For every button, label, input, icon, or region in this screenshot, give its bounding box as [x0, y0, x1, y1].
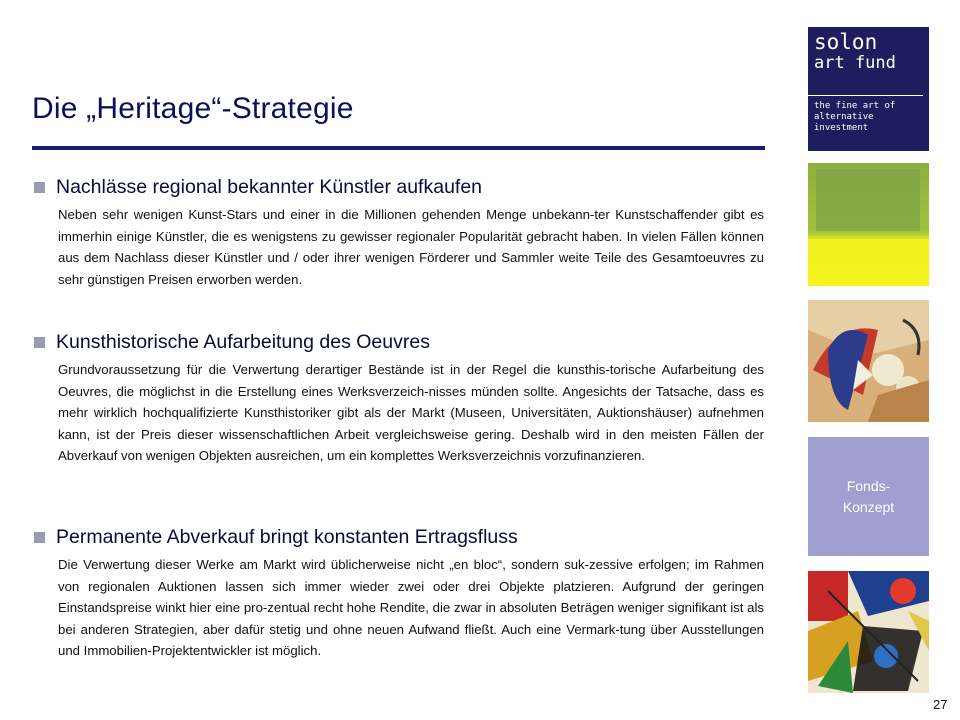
bullet-square-icon [34, 182, 45, 193]
section-body: Die Verwertung dieser Werke am Markt wird üblicherweise nicht „en bloc“, sondern suk-zessive erfolgen; im Rahmen von regionalen Auktionen lassen sich immer wieder zwei oder drei Objekte platzieren. Aufgrund der geringen Einstandspreise winkt hier eine pro-zentual recht hohe Rendite, die zwar in absoluten Beträgen weniger signifikant ist als bei anderen Strategien, aber dafür stetig und ohne neuen Aufwand fließt. Auch eine Vermark-tung über Ausstellungen und Immobilien-Projektentwickler ist möglich. [58, 557, 764, 659]
logo-tagline-line1: the fine art of [814, 101, 896, 111]
bullet-square-icon [34, 337, 45, 348]
bullet-square-icon [34, 532, 45, 543]
section-kunsthistorische-aufarbeitung [34, 331, 764, 467]
title-divider [32, 146, 765, 150]
abstract-cubist-painting-thumbnail[interactable] [808, 300, 929, 422]
section-heading: Permanente Abverkauf bringt konstanten Ertragsfluss [56, 526, 518, 548]
logo-tagline-line2: alternative investment [814, 112, 874, 133]
section-heading: Kunsthistorische Aufarbeitung des Oeuvres [56, 331, 430, 353]
section-header [34, 526, 764, 549]
logo-name-line1: solon [814, 30, 878, 54]
abstract-geometric-painting-thumbnail[interactable] [808, 571, 929, 693]
solon-art-fund-logo [808, 27, 929, 151]
section-heading: Nachlässe regional bekannter Künstler aufkaufen [56, 176, 483, 198]
logo-divider [808, 95, 923, 96]
fonds-konzept-nav-item[interactable] [808, 437, 929, 556]
section-header [34, 176, 764, 199]
section-body: Neben sehr wenigen Kunst-Stars und einer in die Millionen gehenden Menge unbekann-ter Kunstschaffender gibt es immerhin einige Künstler, die es wenigstens zu gewisser regionaler Popularität gebracht haben. In vielen Fällen können aus dem Nachlass dieser Künstler und / oder ihrer wenigen Förderer und Sammler weite Teile des Gesamtoeuvres zu sehr günstigen Preisen erworben werden. [58, 207, 764, 287]
page-number: 27 [933, 697, 948, 712]
logo-name-line2: art fund [814, 53, 896, 73]
fonds-konzept-label: Fonds- Konzept [842, 477, 895, 515]
section-permanenter-abverkauf [34, 526, 764, 662]
section-body: Grundvoraussetzung für die Verwertung derartiger Bestände ist in der Regel die kunsthis-torische Aufarbeitung des Oeuvres, die möglichst in die Erstellung eines Werksverzeich-nisses münden sollte. Angesichts der Tatsache, dass es mehr wirklich hochqualifizierte Kunsthistoriker gibt als der Markt (Museen, Universitäten, Auktionshäuser) aufnehmen kann, ist der Preis dieser wissenschaftlichen Arbeit vergleichsweise gering. Deshalb wird in den meisten Fällen der Abverkauf von wenigen Objekten ausreichen, um ein komplettes Werksverzeichnis vorzufinanzieren. [58, 362, 764, 464]
section-header [34, 331, 764, 354]
slide-title: Die „Heritage“-Strategie [32, 92, 354, 125]
color-field-painting-thumbnail[interactable] [808, 163, 929, 286]
section-nachlaesse [34, 176, 764, 290]
